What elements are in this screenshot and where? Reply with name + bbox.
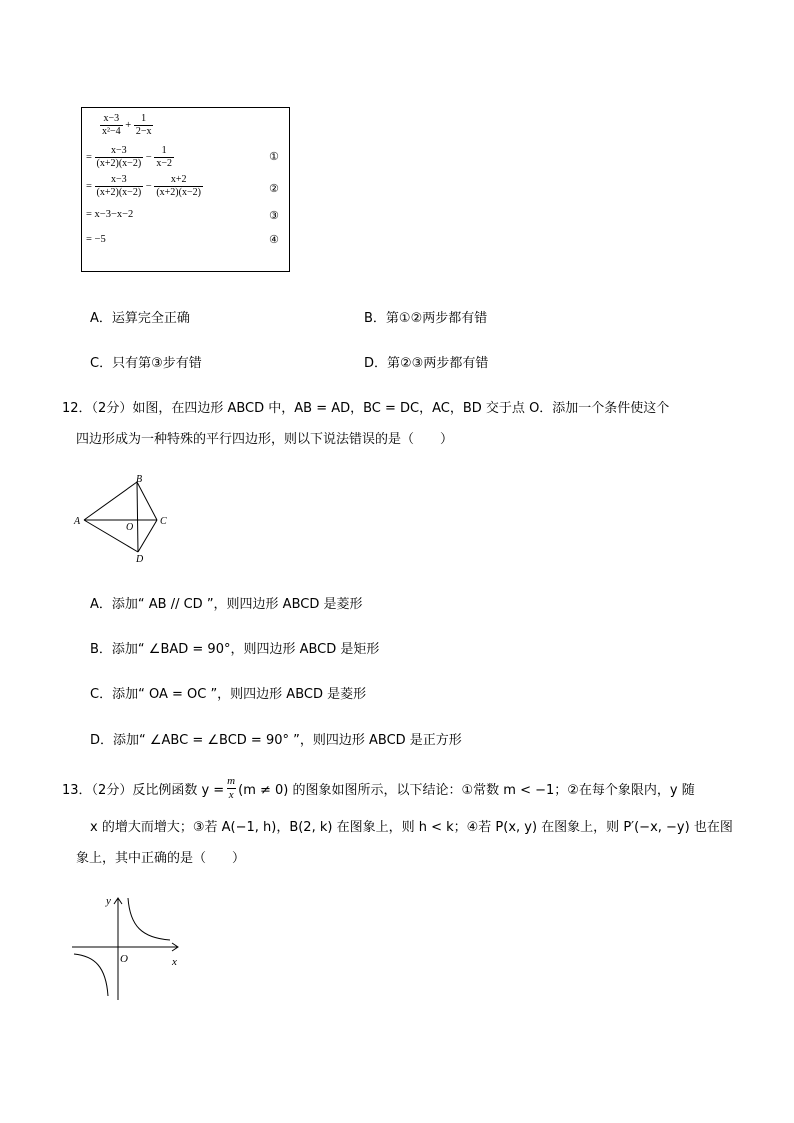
calc-line-4: = −5 xyxy=(86,234,106,245)
label-d: D xyxy=(136,554,144,565)
label-origin: O xyxy=(120,953,128,965)
label-o: O xyxy=(126,522,134,533)
edge-ab xyxy=(84,482,137,520)
calc-line-1: = $\frac{x-3}{(x+2)(x-2)}$ − $\frac{1}{x-2}$ xyxy=(86,145,172,169)
step-mark-2: ② xyxy=(269,182,279,195)
edge-cd xyxy=(138,520,157,552)
calculation-box xyxy=(81,107,290,272)
q11-option-a[interactable]: A．运算完全正确 xyxy=(90,311,190,326)
hyperbola-branch-q3 xyxy=(74,954,108,996)
q12-option-a[interactable]: A．添加“ AB // CD ”，则四边形 ABCD 是菱形 xyxy=(90,597,363,612)
hyperbola-graph xyxy=(70,890,190,1005)
diagonal-bd xyxy=(137,482,138,552)
calc-line-3: = x−3−x−2 xyxy=(86,209,134,220)
label-y: y xyxy=(106,895,111,907)
label-x: x xyxy=(172,956,177,968)
q13-stem-line-1 xyxy=(62,776,695,801)
q12-option-d[interactable]: D．添加“ ∠ABC = ∠BCD = 90° ”，则四边形 ABCD 是正方形 xyxy=(90,733,462,748)
q11-option-b[interactable]: B．第①②两步都有错 xyxy=(364,311,488,326)
quadrilateral-figure xyxy=(70,470,180,565)
q13-stem-line-3: 象上，其中正确的是（ ） xyxy=(76,851,246,866)
label-b: B xyxy=(136,474,143,485)
label-a: A xyxy=(74,516,81,527)
q11-option-c[interactable]: C．只有第③步有错 xyxy=(90,356,202,371)
hyperbola-branch-q1 xyxy=(128,898,170,940)
step-mark-4: ④ xyxy=(269,233,279,246)
q12-option-b[interactable]: B．添加“ ∠BAD = 90°，则四边形 ABCD 是矩形 xyxy=(90,642,380,657)
q12-stem-line-2: 四边形成为一种特殊的平行四边形，则以下说法错误的是（ ） xyxy=(76,432,454,447)
calc-line-2: = $\frac{x-3}{(x+2)(x-2)}$ − $\frac{x+2}{(x+2)(x-2)}$ xyxy=(86,174,201,198)
q11-option-d[interactable]: D．第②③两步都有错 xyxy=(364,356,489,371)
q13-stem-line-2: x 的增大而增大；③若 A(−1, h)，B(2, k) 在图象上，则 h < k；④若 P(x, y) 在图象上，则 P′(−x, −y) 也在图 xyxy=(90,820,733,835)
step-mark-3: ③ xyxy=(269,209,279,222)
q12-stem-line-1: 12．（2分）如图，在四边形 ABCD 中，AB = AD，BC = DC，AC，BD 交于点 O．添加一个条件使这个 xyxy=(62,401,670,416)
q13-prefix: 13．（2分）反比例函数 y = xyxy=(62,783,225,798)
edge-bc xyxy=(137,482,157,520)
q12-option-c[interactable]: C．添加“ OA = OC ”，则四边形 ABCD 是菱形 xyxy=(90,687,367,702)
step-mark-1: ① xyxy=(269,150,279,163)
q13-fraction: $\frac{m}{x}$ xyxy=(227,775,236,801)
label-c: C xyxy=(160,516,167,527)
q13-after-fraction: (m ≠ 0) 的图象如图所示，以下结论：①常数 m < −1；②在每个象限内，y 随 xyxy=(238,783,695,798)
calc-line-0: $\frac{x-3}{\text{x²−4}}$ + $\frac{1}{2-x}$ xyxy=(102,113,152,137)
